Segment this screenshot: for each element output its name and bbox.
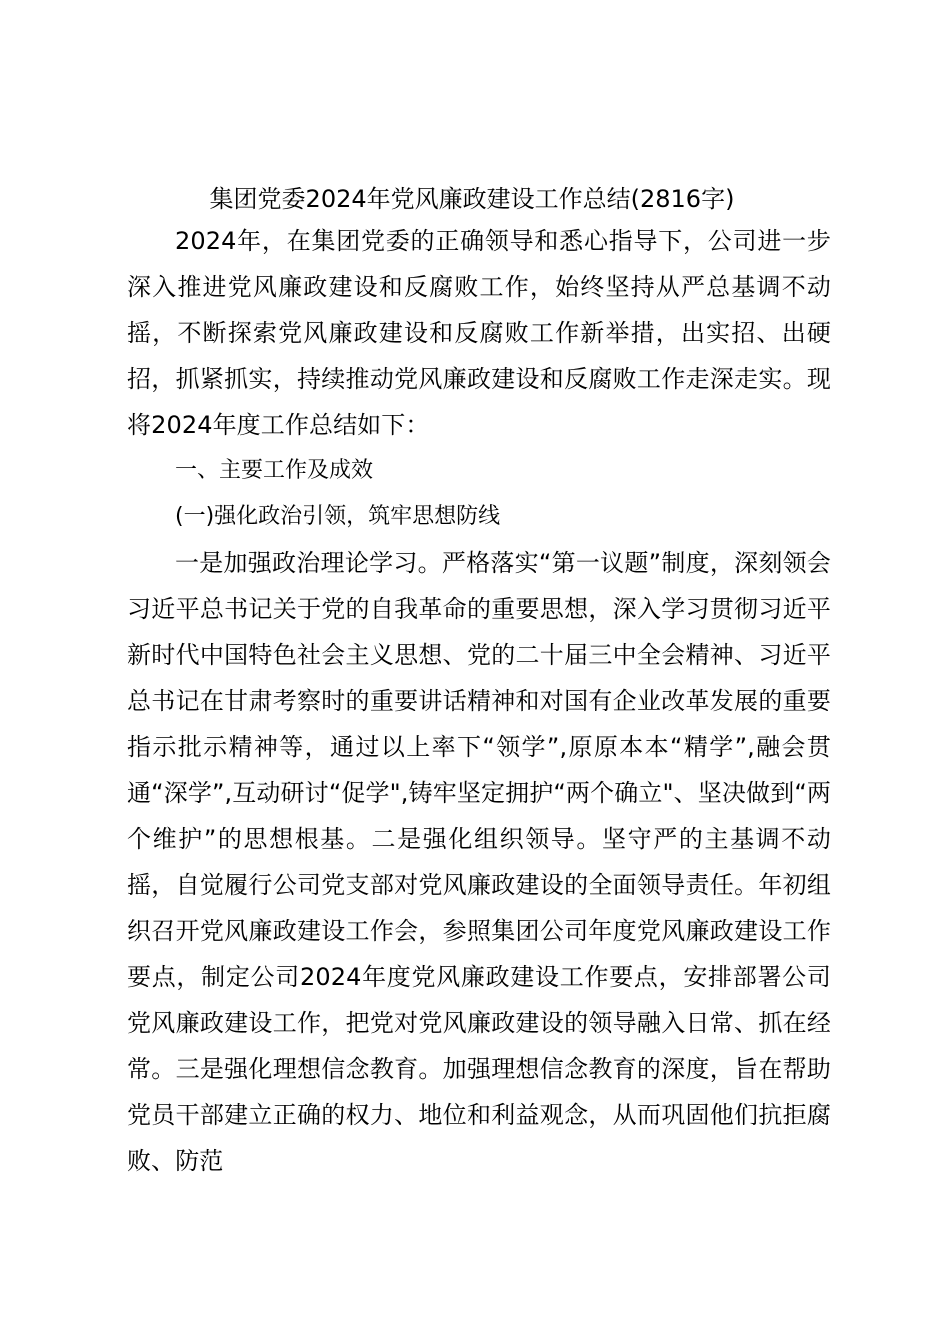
intro-paragraph: 2024年，在集团党委的正确领导和悉心指导下，公司进一步深入推进党风廉政建设和反腐败工作，始终坚持从严总基调不动摇，不断探索党风廉政建设和反腐败工作新举措，出实招、出硬招，抓紧抓实，持续推动党风廉政建设和反腐败工作走深走实。现将2024年度工作总结如下： [127,227,831,439]
body-paragraph: 一是加强政治理论学习。严格落实“第一议题”制度，深刻领会习近平总书记关于党的自我革命的重要思想，深入学习贯彻习近平新时代中国特色社会主义思想、党的二十届三中全会精神、习近平总书记在甘肃考察时的重要讲话精神和对国有企业改革发展的重要指示批示精神等，通过以上率下“领学”,原原本本“精学”,融会贯通“深学”,互动研讨“促学",铸牢坚定拥护“两个确立"、坚决做到“两个维护”的思想根基。二是强化组织领导。坚守严的主基调不动摇，自觉履行公司党支部对党风廉政建设的全面领导责任。年初组织召开党风廉政建设工作会，参照集团公司年度党风廉政建设工作要点，制定公司2024年度党风廉政建设工作要点，安排部署公司党风廉政建设工作，把党对党风廉政建设的领导融入日常、抓在经常。三是强化理想信念教育。加强理想信念教育的深度，旨在帮助党员干部建立正确的权力、地位和利益观念，从而巩固他们抗拒腐败、防范 [127,549,831,1175]
subsection-heading: (一)强化政治引领，筑牢思想防线 [175,504,501,529]
section-heading: 一、主要工作及成效 [175,458,374,483]
document-page [127,180,831,1184]
document-title: 集团党委2024年党风廉政建设工作总结(2816字) [209,185,735,213]
